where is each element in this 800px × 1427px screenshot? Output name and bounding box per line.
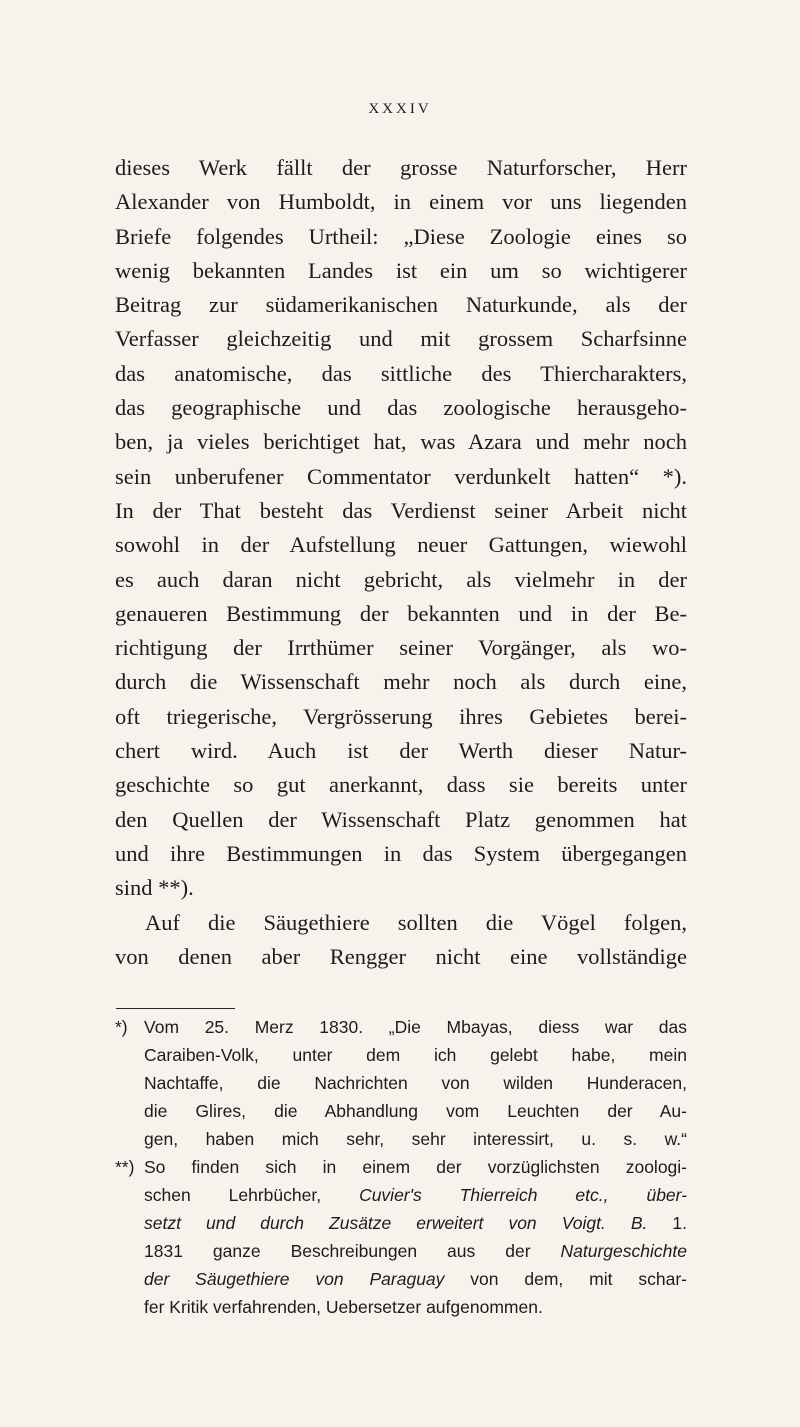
footnote-2-italic: der Säugethiere von Paraguay: [144, 1269, 445, 1289]
body-line: und ihre Bestimmungen in das System übergegangen: [115, 840, 687, 866]
footnote-1-line: gen, haben mich sehr, sehr interessirt, u. s. w.“: [144, 1129, 687, 1149]
body-line: Verfasser gleichzeitig und mit grossem Scharfsinne: [115, 326, 687, 352]
footnote-2-italic: Naturgeschichte: [560, 1241, 687, 1261]
footnote-2-mark: **): [115, 1157, 135, 1177]
footnote-rule: [116, 1008, 235, 1009]
footnote-1-line: die Glires, die Abhandlung vom Leuchten der Au-: [144, 1101, 687, 1121]
body-line: den Quellen der Wissenschaft Platz genommen hat: [115, 806, 687, 832]
body-line: das anatomische, das sittliche des Thiercharakters,: [115, 360, 687, 386]
body-line: oft triegerische, Vergrösserung ihres Gebietes berei-: [115, 703, 687, 729]
body-line: [115, 460, 687, 494]
footnote-2-line: 1831 ganze Beschreibungen aus der Naturgeschichte: [144, 1241, 687, 1261]
footnote-2-italic: setzt und durch Zusätze erweitert von Voigt. B.: [144, 1213, 648, 1233]
footnote-2-line: setzt und durch Zusätze erweitert von Voigt. B. 1.: [144, 1213, 687, 1233]
body-line: [115, 871, 687, 905]
body-text: [115, 151, 687, 974]
footnote-2-italic: Cuvier's Thierreich etc., über-: [359, 1185, 687, 1205]
body-line: genaueren Bestimmung der bekannten und in der Be-: [115, 600, 687, 626]
body-line: sowohl in der Aufstellung neuer Gattungen, wiewohl: [115, 532, 687, 558]
page-number: XXXIV: [368, 101, 432, 117]
body-line: geschichte so gut anerkannt, dass sie bereits unter: [115, 772, 687, 798]
body-line: ben, ja vieles berichtiget hat, was Azara und mehr noch: [115, 429, 687, 455]
body-line: durch die Wissenschaft mehr noch als durch eine,: [115, 669, 687, 695]
body-line-text: sind: [115, 875, 153, 901]
footnote-2-line: der Säugethiere von Paraguay von dem, mit schar-: [144, 1269, 687, 1289]
footnote-2-line: **) So finden sich in einem der vorzüglichsten zoologi-: [115, 1153, 687, 1181]
body-line: dieses Werk fällt der grosse Naturforscher, Herr: [115, 155, 687, 180]
body-line: das geographische und das zoologische herausgeho-: [115, 395, 687, 421]
footnote-1-line: Nachtaffe, die Nachrichten von wilden Hunderacen,: [144, 1073, 687, 1093]
body-line: Briefe folgendes Urtheil: „Diese Zoologie eines so: [115, 223, 687, 249]
body-line: richtigung der Irrthümer seiner Vorgänger, als wo-: [115, 635, 687, 661]
footnote-2-line: schen Lehrbücher, Cuvier's Thierreich etc., über-: [144, 1185, 687, 1205]
body-line: wenig bekannten Landes ist ein um so wichtigerer: [115, 257, 687, 283]
body-line: Auf die Säugethiere sollten die Vögel folgen,: [145, 909, 687, 935]
body-line-text: sein unberufener Commentator verdunkelt hatten: [115, 463, 630, 489]
footnote-ref-1: “ *).: [629, 463, 688, 489]
body-line: In der That besteht das Verdienst seiner Arbeit nicht: [115, 497, 687, 523]
body-line: von denen aber Rengger nicht eine vollständige: [115, 943, 687, 969]
footnote-2-line: fer Kritik verfahrenden, Uebersetzer aufgenommen.: [144, 1297, 543, 1317]
body-line: chert wird. Auch ist der Werth dieser Natur-: [115, 738, 687, 764]
footnotes: [115, 1013, 687, 1321]
footnote-1-line: *) Vom 25. Merz 1830. „Die Mbayas, diess war das: [115, 1013, 687, 1041]
footnote-1-line: Caraiben-Volk, unter dem ich gelebt habe, mein: [144, 1045, 687, 1065]
footnote-1-mark: *): [115, 1017, 128, 1037]
body-line: Alexander von Humboldt, in einem vor uns liegenden: [115, 189, 687, 215]
body-line: Beitrag zur südamerikanischen Naturkunde, als der: [115, 292, 687, 318]
body-line: es auch daran nicht gebricht, als vielmehr in der: [115, 566, 687, 592]
footnote-ref-2: **).: [152, 875, 194, 901]
